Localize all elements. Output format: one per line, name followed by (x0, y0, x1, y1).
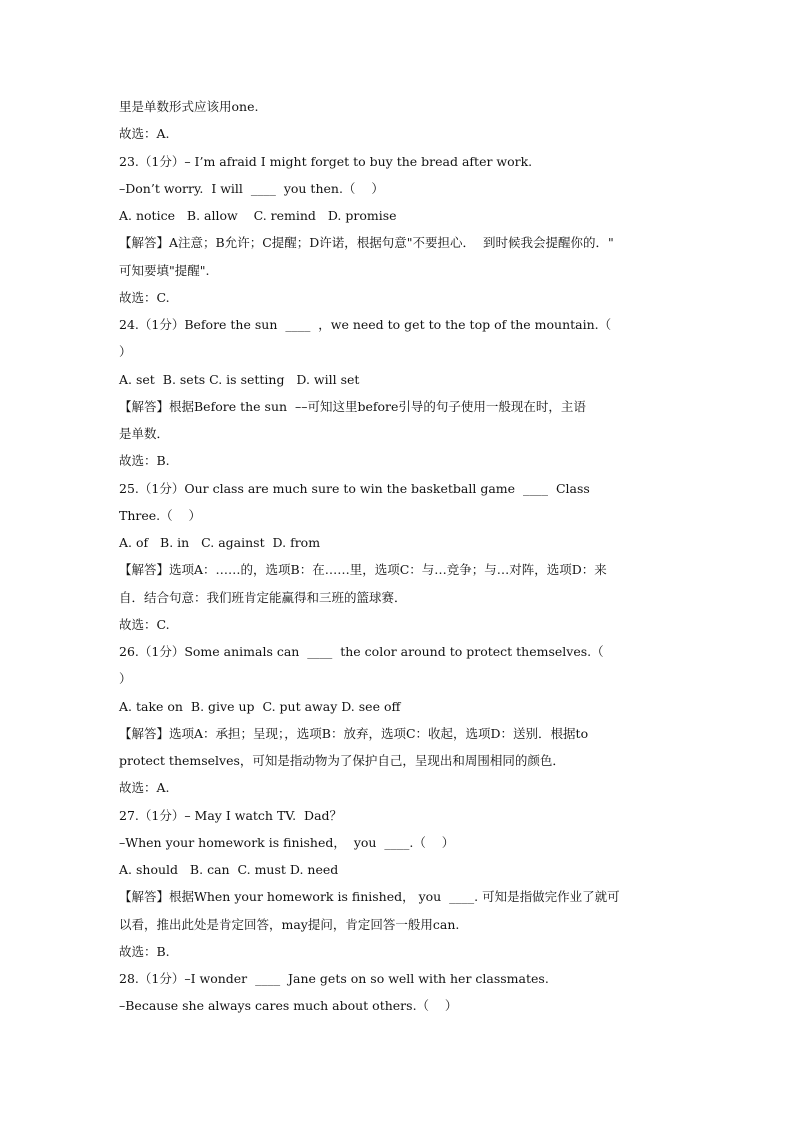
explanation-line: 以看，推出此处是肯定回答，may提问，肯定回答一般用can. (119, 916, 460, 932)
text-line: 里是单数形式应该用one. (119, 99, 259, 114)
explanation-line: protect themselves，可知是指动物为了保护自己，呈现出和周围相同的颜色． (119, 753, 565, 768)
answer-text-body (119, 93, 679, 1020)
answer-choice: 故选：C. (119, 289, 170, 305)
options-line: A. should B. can C. must D. need (119, 862, 339, 877)
explanation-line: 可知要填"提醒". (119, 262, 210, 278)
answer-choice: 故选：A. (119, 126, 170, 142)
answer-choice: 故选：B. (119, 453, 170, 469)
answer-choice: 故选：B. (119, 943, 170, 959)
answer-choice: 故选：C. (119, 616, 170, 632)
question-line: –Because she always cares much about others.（ ） (119, 998, 458, 1014)
explanation-line: 【解答】A注意；B允许；C提醒；D许诺，根据句意"不要担心． 到时候我会提醒你的．" (119, 235, 614, 251)
question-line: ） (119, 671, 132, 687)
explanation-line: 【解答】选项A：……的，选项B：在……里，选项C：与…竞争；与…对阵，选项D：来 (119, 562, 607, 578)
question-line: ） (119, 344, 132, 360)
question-line: –Don’t worry. I will ____ you then.（ ） (119, 180, 384, 196)
options-line: A. set B. sets C. is setting D. will set (119, 371, 360, 387)
explanation-line: 【解答】选项A：承担；呈现；，选项B：放弃，选项C：收起，选项D：送别．根据to (119, 725, 589, 741)
question-23: 23.（1分）– I’m afraid I might forget to buy the bread after work. (119, 153, 533, 169)
question-28: 28.（1分）–I wonder ____ Jane gets on so well with her classmates. (119, 971, 549, 986)
question-24: 24.（1分）Before the sun ____ ，we need to get to the top of the mountain.（ (119, 317, 612, 332)
question-26: 26.（1分）Some animals can ____ the color around to protect themselves.（ (119, 644, 604, 659)
question-line: Three.（ ） (119, 507, 202, 523)
explanation-line: 是单数． (119, 426, 170, 441)
options-line: A. notice B. allow C. remind D. promise (119, 208, 397, 223)
answer-choice: 故选：A. (119, 780, 170, 796)
question-line: –When your homework is finished， you ____.（ ） (119, 834, 455, 850)
explanation-line: 【解答】根据When your homework is finished， you ____. 可知是指做完作业了就可 (119, 889, 620, 905)
options-line: A. of B. in C. against D. from (119, 535, 321, 550)
question-27: 27.（1分）– May I watch TV. Dad？ (119, 807, 343, 823)
explanation-line: 自．结合句意：我们班肯定能赢得和三班的篮球赛． (119, 589, 407, 605)
options-line: A. take on B. give up C. put away D. see off (119, 698, 401, 714)
question-25: 25.（1分）Our class are much sure to win the basketball game ____ Class (119, 480, 590, 496)
explanation-line: 【解答】根据Before the sun ––可知这里before引导的句子使用一般现在时，主语 (119, 398, 586, 414)
